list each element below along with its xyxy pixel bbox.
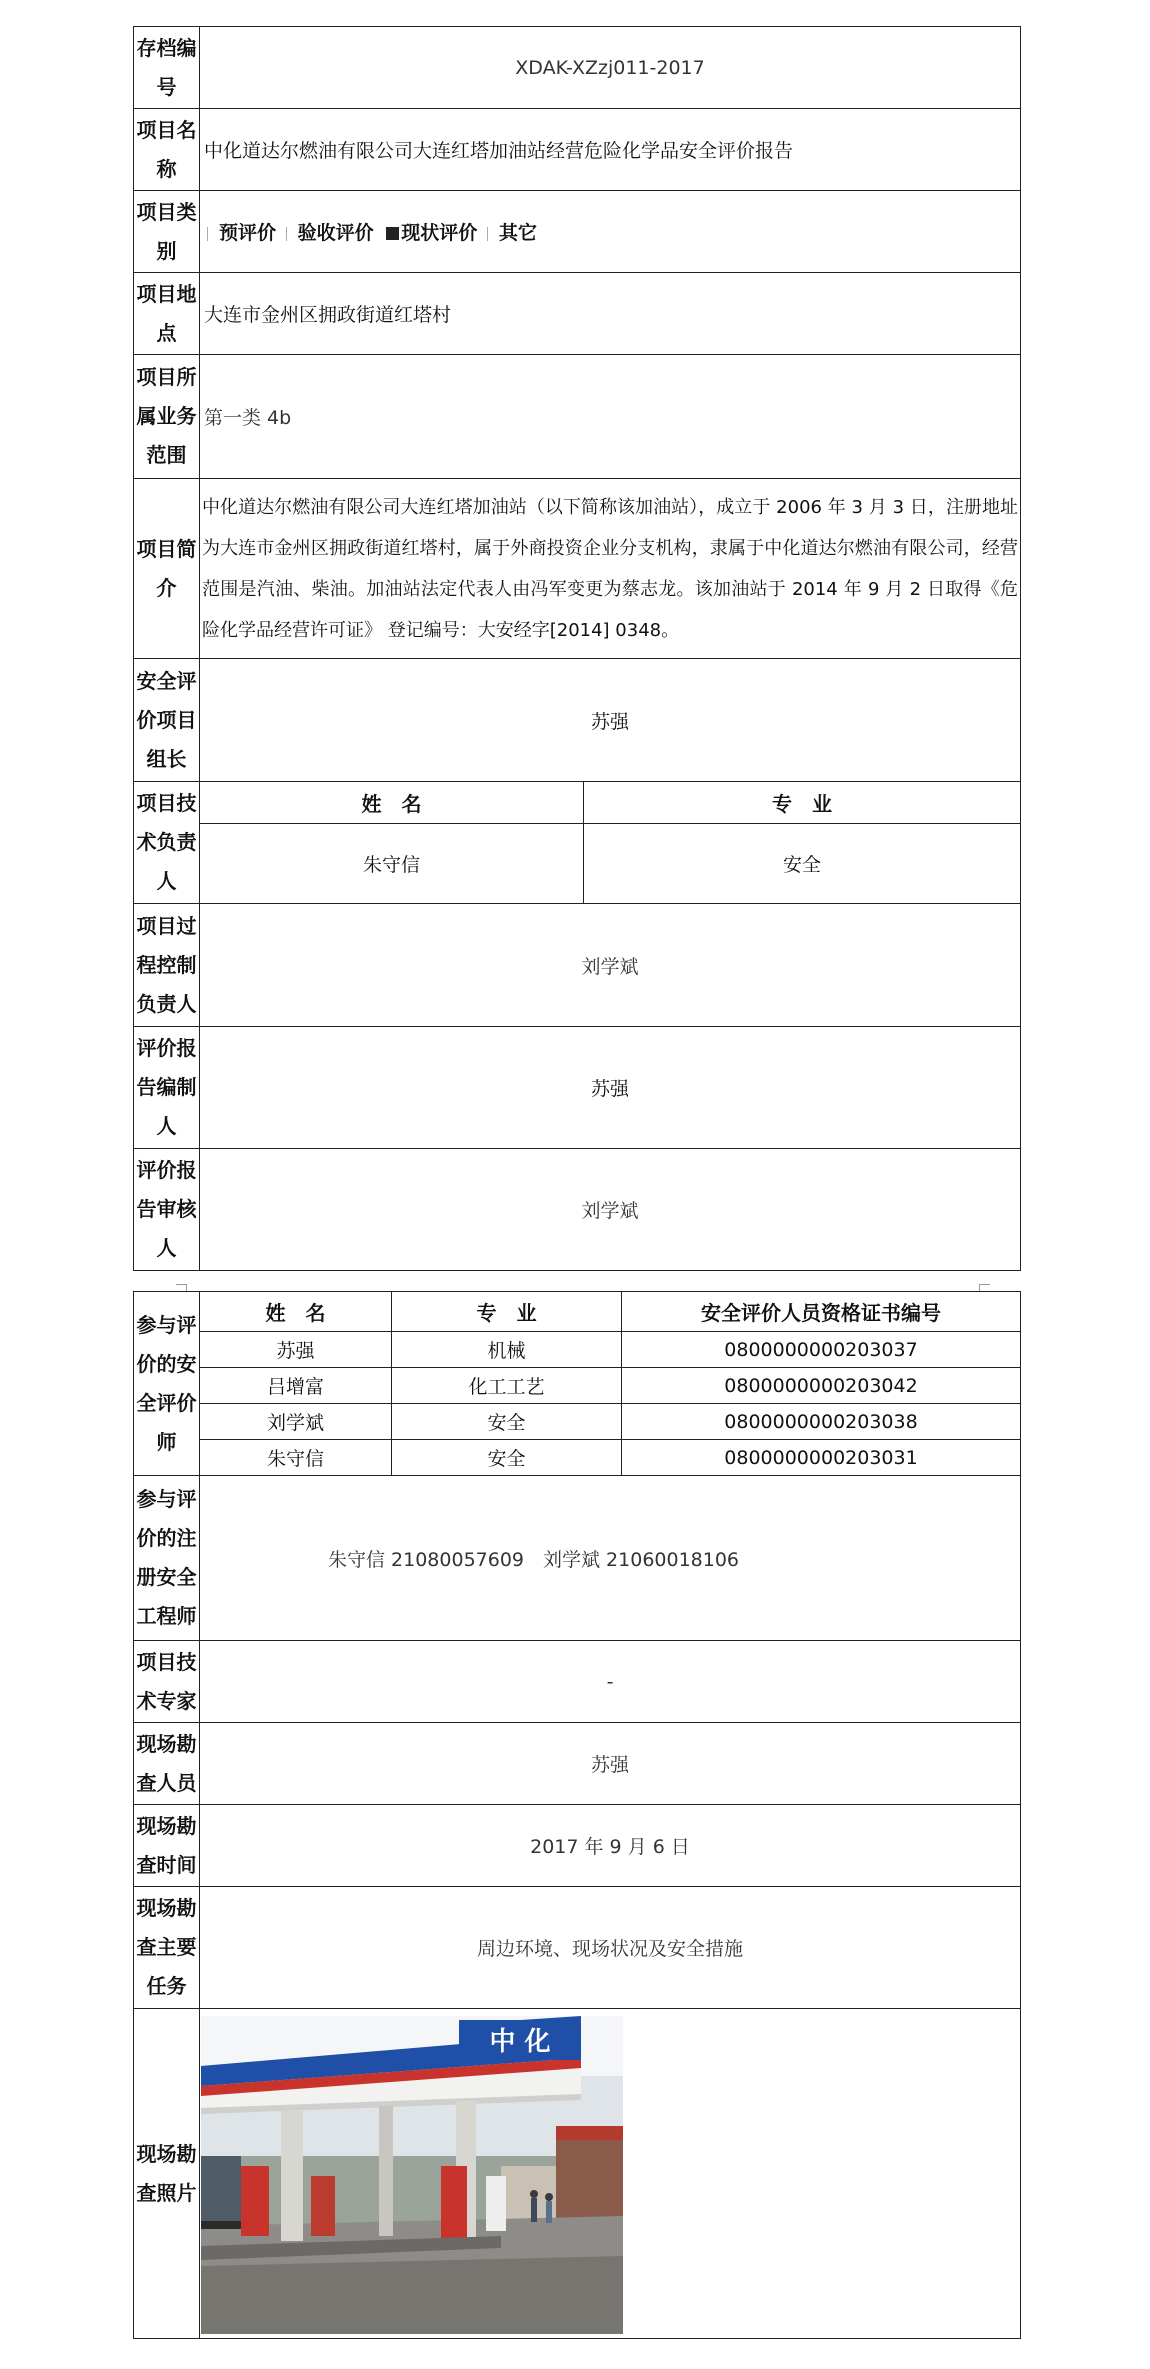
value-site-staff: 苏强 [200, 1723, 1021, 1805]
value-tech-lead-major: 安全 [584, 824, 1021, 904]
option-other: 其它 [498, 222, 537, 244]
row-site-task [134, 1887, 1021, 2009]
label-process-control: 项目过程控制负责人 [134, 904, 200, 1027]
page-corner-mark-left [176, 1284, 187, 1291]
evaluator-row [134, 1404, 1021, 1440]
evaluator-cert: 0800000000203037 [622, 1332, 1021, 1368]
header-evaluator-major: 专 业 [392, 1292, 622, 1332]
checkbox-acceptance-eval[interactable] [286, 227, 295, 241]
value-project-name: 中化道达尔燃油有限公司大连红塔加油站经营危险化学品安全评价报告 [200, 109, 1021, 191]
label-registered-engineers: 参与评价的注册安全工程师 [134, 1476, 200, 1641]
label-report-reviewer: 评价报告审核人 [134, 1149, 200, 1271]
label-tech-expert: 项目技术专家 [134, 1641, 200, 1723]
project-type-options [200, 191, 1021, 273]
label-report-author: 评价报告编制人 [134, 1027, 200, 1149]
label-site-photo: 现场勘查照片 [134, 2009, 200, 2339]
row-project-location [134, 273, 1021, 355]
row-tech-lead-values [134, 824, 1021, 904]
value-registered-engineers: 朱守信 21080057609 刘学斌 21060018106 [200, 1476, 1021, 1641]
row-process-control [134, 904, 1021, 1027]
evaluator-name: 刘学斌 [200, 1404, 392, 1440]
value-site-time: 2017 年 9 月 6 日 [200, 1805, 1021, 1887]
label-project-intro: 项目简介 [134, 479, 200, 659]
row-report-author [134, 1027, 1021, 1149]
checkbox-pre-eval[interactable] [207, 227, 216, 241]
label-project-location: 项目地点 [134, 273, 200, 355]
evaluator-cert: 0800000000203038 [622, 1404, 1021, 1440]
value-archive-no: XDAK-XZzj011-2017 [200, 27, 1021, 109]
value-tech-lead-name: 朱守信 [200, 824, 584, 904]
label-tech-lead: 项目技术负责人 [134, 782, 200, 904]
value-process-control: 刘学斌 [200, 904, 1021, 1027]
value-site-task: 周边环境、现场状况及安全措施 [200, 1887, 1021, 2009]
value-business-scope: 第一类 4b [200, 355, 1021, 479]
value-report-reviewer: 刘学斌 [200, 1149, 1021, 1271]
value-project-location: 大连市金州区拥政街道红塔村 [200, 273, 1021, 355]
row-project-intro [134, 479, 1021, 659]
row-registered-engineers [134, 1476, 1021, 1641]
label-site-time: 现场勘查时间 [134, 1805, 200, 1887]
header-tech-lead-major: 专 业 [584, 782, 1021, 824]
row-tech-expert [134, 1641, 1021, 1723]
evaluator-major: 机械 [392, 1332, 622, 1368]
row-archive-no [134, 27, 1021, 109]
label-team-leader: 安全评价项目组长 [134, 659, 200, 782]
page-corner-mark-right [979, 1284, 990, 1291]
value-team-leader: 苏强 [200, 659, 1021, 782]
row-tech-lead-header [134, 782, 1021, 824]
label-project-name: 项目名称 [134, 109, 200, 191]
checkbox-other[interactable] [487, 227, 496, 241]
evaluator-row [134, 1332, 1021, 1368]
evaluator-cert: 0800000000203031 [622, 1440, 1021, 1476]
evaluator-major: 化工工艺 [392, 1368, 622, 1404]
header-tech-lead-name: 姓 名 [200, 782, 584, 824]
row-report-reviewer [134, 1149, 1021, 1271]
canopy-sign-text: 中 化 [489, 2027, 551, 2057]
evaluator-major: 安全 [392, 1404, 622, 1440]
evaluator-name: 苏强 [200, 1332, 392, 1368]
option-acceptance-eval: 验收评价 [297, 222, 374, 244]
record-table-1 [133, 26, 1021, 1271]
evaluator-cert: 0800000000203042 [622, 1368, 1021, 1404]
value-project-intro: 中化道达尔燃油有限公司大连红塔加油站（以下简称该加油站），成立于 2006 年 3 月 3 日，注册地址为大连市金州区拥政街道红塔村，属于外商投资企业分支机构，隶属于中化道达尔燃油有限公司，经营范围是汽油、柴油。加油站法定代表人由冯军变更为蔡志龙。该加油站于 2014 年 9 月 2 日取得《危险化学品经营许可证》 登记编号：大安经字[2014] 0348。 [200, 479, 1021, 659]
row-project-name [134, 109, 1021, 191]
row-team-leader [134, 659, 1021, 782]
evaluator-major: 安全 [392, 1440, 622, 1476]
header-evaluator-cert: 安全评价人员资格证书编号 [622, 1292, 1021, 1332]
evaluator-name: 朱守信 [200, 1440, 392, 1476]
label-site-task: 现场勘查主要任务 [134, 1887, 200, 2009]
row-business-scope [134, 355, 1021, 479]
site-photo [201, 2016, 623, 2334]
header-evaluator-name: 姓 名 [200, 1292, 392, 1332]
row-evaluators-header [134, 1292, 1021, 1332]
evaluator-name: 吕增富 [200, 1368, 392, 1404]
option-status-eval: 现状评价 [401, 222, 478, 244]
label-site-staff: 现场勘查人员 [134, 1723, 200, 1805]
value-report-author: 苏强 [200, 1027, 1021, 1149]
evaluator-row [134, 1368, 1021, 1404]
row-site-time [134, 1805, 1021, 1887]
label-evaluators: 参与评价的安全评价师 [134, 1292, 200, 1476]
row-project-type [134, 191, 1021, 273]
label-project-type: 项目类别 [134, 191, 200, 273]
evaluator-row [134, 1440, 1021, 1476]
row-site-staff [134, 1723, 1021, 1805]
label-archive-no: 存档编号 [134, 27, 200, 109]
option-pre-eval: 预评价 [219, 222, 277, 244]
value-tech-expert: - [200, 1641, 1021, 1723]
label-business-scope: 项目所属业务范围 [134, 355, 200, 479]
checkbox-status-eval-checked[interactable] [386, 227, 399, 240]
